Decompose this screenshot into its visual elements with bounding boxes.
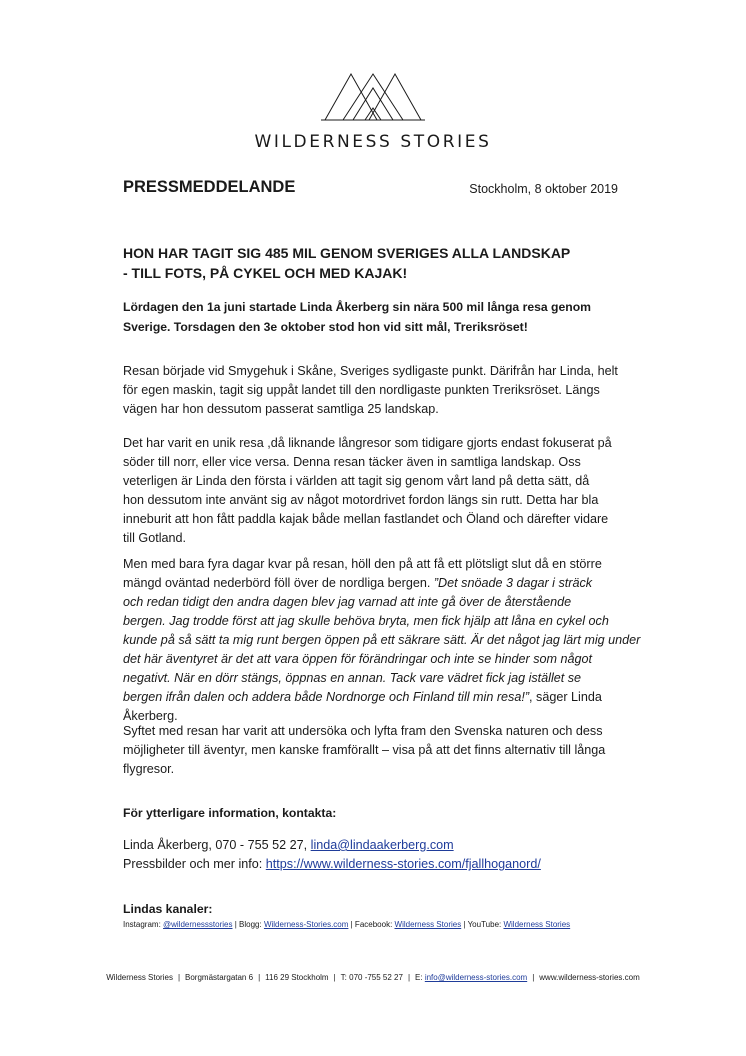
footer-postal: 116 29 Stockholm bbox=[265, 973, 329, 982]
facebook-label: | Facebook: bbox=[348, 920, 395, 929]
paragraph-line: Åkerberg. bbox=[123, 709, 178, 723]
paragraph-line: inneburit att hon fått paddla kajak både mellan fastlandet och Öland och därefter vidare bbox=[123, 512, 609, 526]
paragraph-1 bbox=[123, 362, 628, 419]
mountain-tent-logo-icon bbox=[321, 70, 425, 126]
email-link[interactable]: linda@lindaakerberg.com bbox=[310, 838, 454, 852]
headline bbox=[123, 243, 623, 283]
footer-email-link[interactable]: info@wilderness-stories.com bbox=[424, 973, 528, 982]
footer-separator: | bbox=[258, 973, 261, 982]
paragraph-line: hon dessutom inte använt sig av något motordrivet fordon längs sin rutt. Detta har bla bbox=[123, 493, 599, 507]
headline-line: HON HAR TAGIT SIG 485 MIL GENOM SVERIGES ALLA LANDSKAP bbox=[123, 245, 571, 261]
paragraph-line: Det har varit en unik resa ,då liknande långresor som tidigare gjorts endast fokuserat på bbox=[123, 436, 612, 450]
paragraph-line: Syftet med resan har varit att undersöka och lyfta fram den Svenska naturen och dess bbox=[123, 724, 603, 738]
quote-line: bergen. Jag trodde först att jag skulle behöva bryta, men fick hjälp att låna en cykel och bbox=[123, 614, 609, 628]
footer-separator: | bbox=[407, 973, 411, 982]
press-info-label: Pressbilder och mer info: bbox=[123, 857, 266, 871]
footer bbox=[0, 973, 746, 982]
youtube-label: | YouTube: bbox=[461, 920, 504, 929]
contact-line bbox=[123, 855, 541, 874]
blog-label: | Blogg: bbox=[232, 920, 264, 929]
plain-text: , säger Linda bbox=[529, 690, 602, 704]
footer-website: www.wilderness-stories.com bbox=[539, 973, 640, 982]
contact-heading: För ytterligare information, kontakta: bbox=[123, 806, 337, 820]
header-row bbox=[123, 176, 618, 200]
logo bbox=[0, 70, 746, 152]
lead-line: Sverige. Torsdagen den 3e oktober stod hon vid sitt mål, Treriksröset! bbox=[123, 320, 528, 334]
paragraph-line: möjligheter till äventyr, men kanske framförallt – visa på att det finns alternativ till långa bbox=[123, 743, 606, 757]
footer-email-label: E: bbox=[415, 973, 425, 982]
paragraph-line: för egen maskin, tagit sig uppåt landet till den nordligaste punkten Treriksröset. Längs bbox=[123, 383, 600, 397]
paragraph-line: vägen har hon dessutom passerat samtliga 25 landskap. bbox=[123, 402, 439, 416]
contact-line bbox=[123, 836, 541, 855]
press-release-label: PRESSMEDDELANDE bbox=[123, 178, 296, 196]
lead-paragraph bbox=[123, 297, 623, 337]
paragraph-line: Resan började vid Smygehuk i Skåne, Sveriges sydligaste punkt. Därifrån har Linda, helt bbox=[123, 364, 618, 378]
quote-line: det här äventyret är det att vara öppen för förändringar och inte se hinder som något bbox=[123, 652, 593, 666]
footer-address: Borgmästargatan 6 bbox=[185, 973, 254, 982]
footer-separator: | bbox=[532, 973, 535, 982]
plain-text: mängd oväntad nederbörd föll över de nordliga bergen. bbox=[123, 576, 434, 590]
quote-line: och redan tidigt den andra dagen blev jag varnad att inte gå över de återstående bbox=[123, 595, 572, 609]
contact-info bbox=[123, 836, 541, 874]
paragraph-line: Men med bara fyra dagar kvar på resan, höll den på att få ett plötsligt slut då en större bbox=[123, 557, 602, 571]
paragraph-line: till Gotland. bbox=[123, 531, 186, 545]
youtube-link[interactable]: Wilderness Stories bbox=[503, 920, 571, 929]
channels-heading: Lindas kanaler: bbox=[123, 902, 213, 916]
logo-text: WILDERNESS STORIES bbox=[254, 132, 492, 152]
paragraph-3 bbox=[123, 555, 641, 726]
paragraph-line bbox=[123, 688, 628, 707]
instagram-link[interactable]: @wildernessstories bbox=[163, 920, 233, 929]
footer-phone: T: 070 -755 52 27 bbox=[340, 973, 403, 982]
channels-line bbox=[123, 920, 570, 929]
footer-separator: | bbox=[177, 973, 181, 982]
quote-line: negativt. När en dörr stängs, öppnas en annan. Tack vare vädret fick jag istället se bbox=[123, 671, 582, 685]
footer-company: Wilderness Stories bbox=[106, 973, 173, 982]
quote-text: ”Det snöade 3 dagar i sträck bbox=[433, 576, 593, 590]
paragraph-line bbox=[123, 574, 628, 593]
paragraph-2 bbox=[123, 434, 628, 548]
date-line: Stockholm, 8 oktober 2019 bbox=[469, 182, 618, 196]
facebook-link[interactable]: Wilderness Stories bbox=[394, 920, 462, 929]
quote-line: kunde på så sätt ta mig runt bergen öppen på ett säkrare sätt. Är det något jag lärt mig under bbox=[123, 633, 641, 647]
headline-line: - TILL FOTS, PÅ CYKEL OCH MED KAJAK! bbox=[123, 265, 408, 281]
paragraph-line: söder till norr, eller vice versa. Denna resan täcker även in samtliga landskap. Oss bbox=[123, 455, 581, 469]
quote-text: bergen ifrån dalen och addera både Nordnorge och Finland till min resa!” bbox=[123, 690, 530, 704]
paragraph-line: veterligen är Linda den första i världen att tagit sig genom vårt land på detta sätt, då bbox=[123, 474, 590, 488]
blog-link[interactable]: Wilderness-Stories.com bbox=[263, 920, 349, 929]
paragraph-line: flygresor. bbox=[123, 762, 175, 776]
paragraph-4 bbox=[123, 722, 628, 779]
contact-name-phone: Linda Åkerberg, 070 - 755 52 27, bbox=[123, 838, 311, 852]
press-page-link[interactable]: https://www.wilderness-stories.com/fjallhoganord/ bbox=[265, 857, 541, 871]
footer-separator: | bbox=[333, 973, 336, 982]
lead-line: Lördagen den 1a juni startade Linda Åkerberg sin nära 500 mil långa resa genom bbox=[123, 300, 592, 314]
instagram-label: Instagram: bbox=[123, 920, 164, 929]
